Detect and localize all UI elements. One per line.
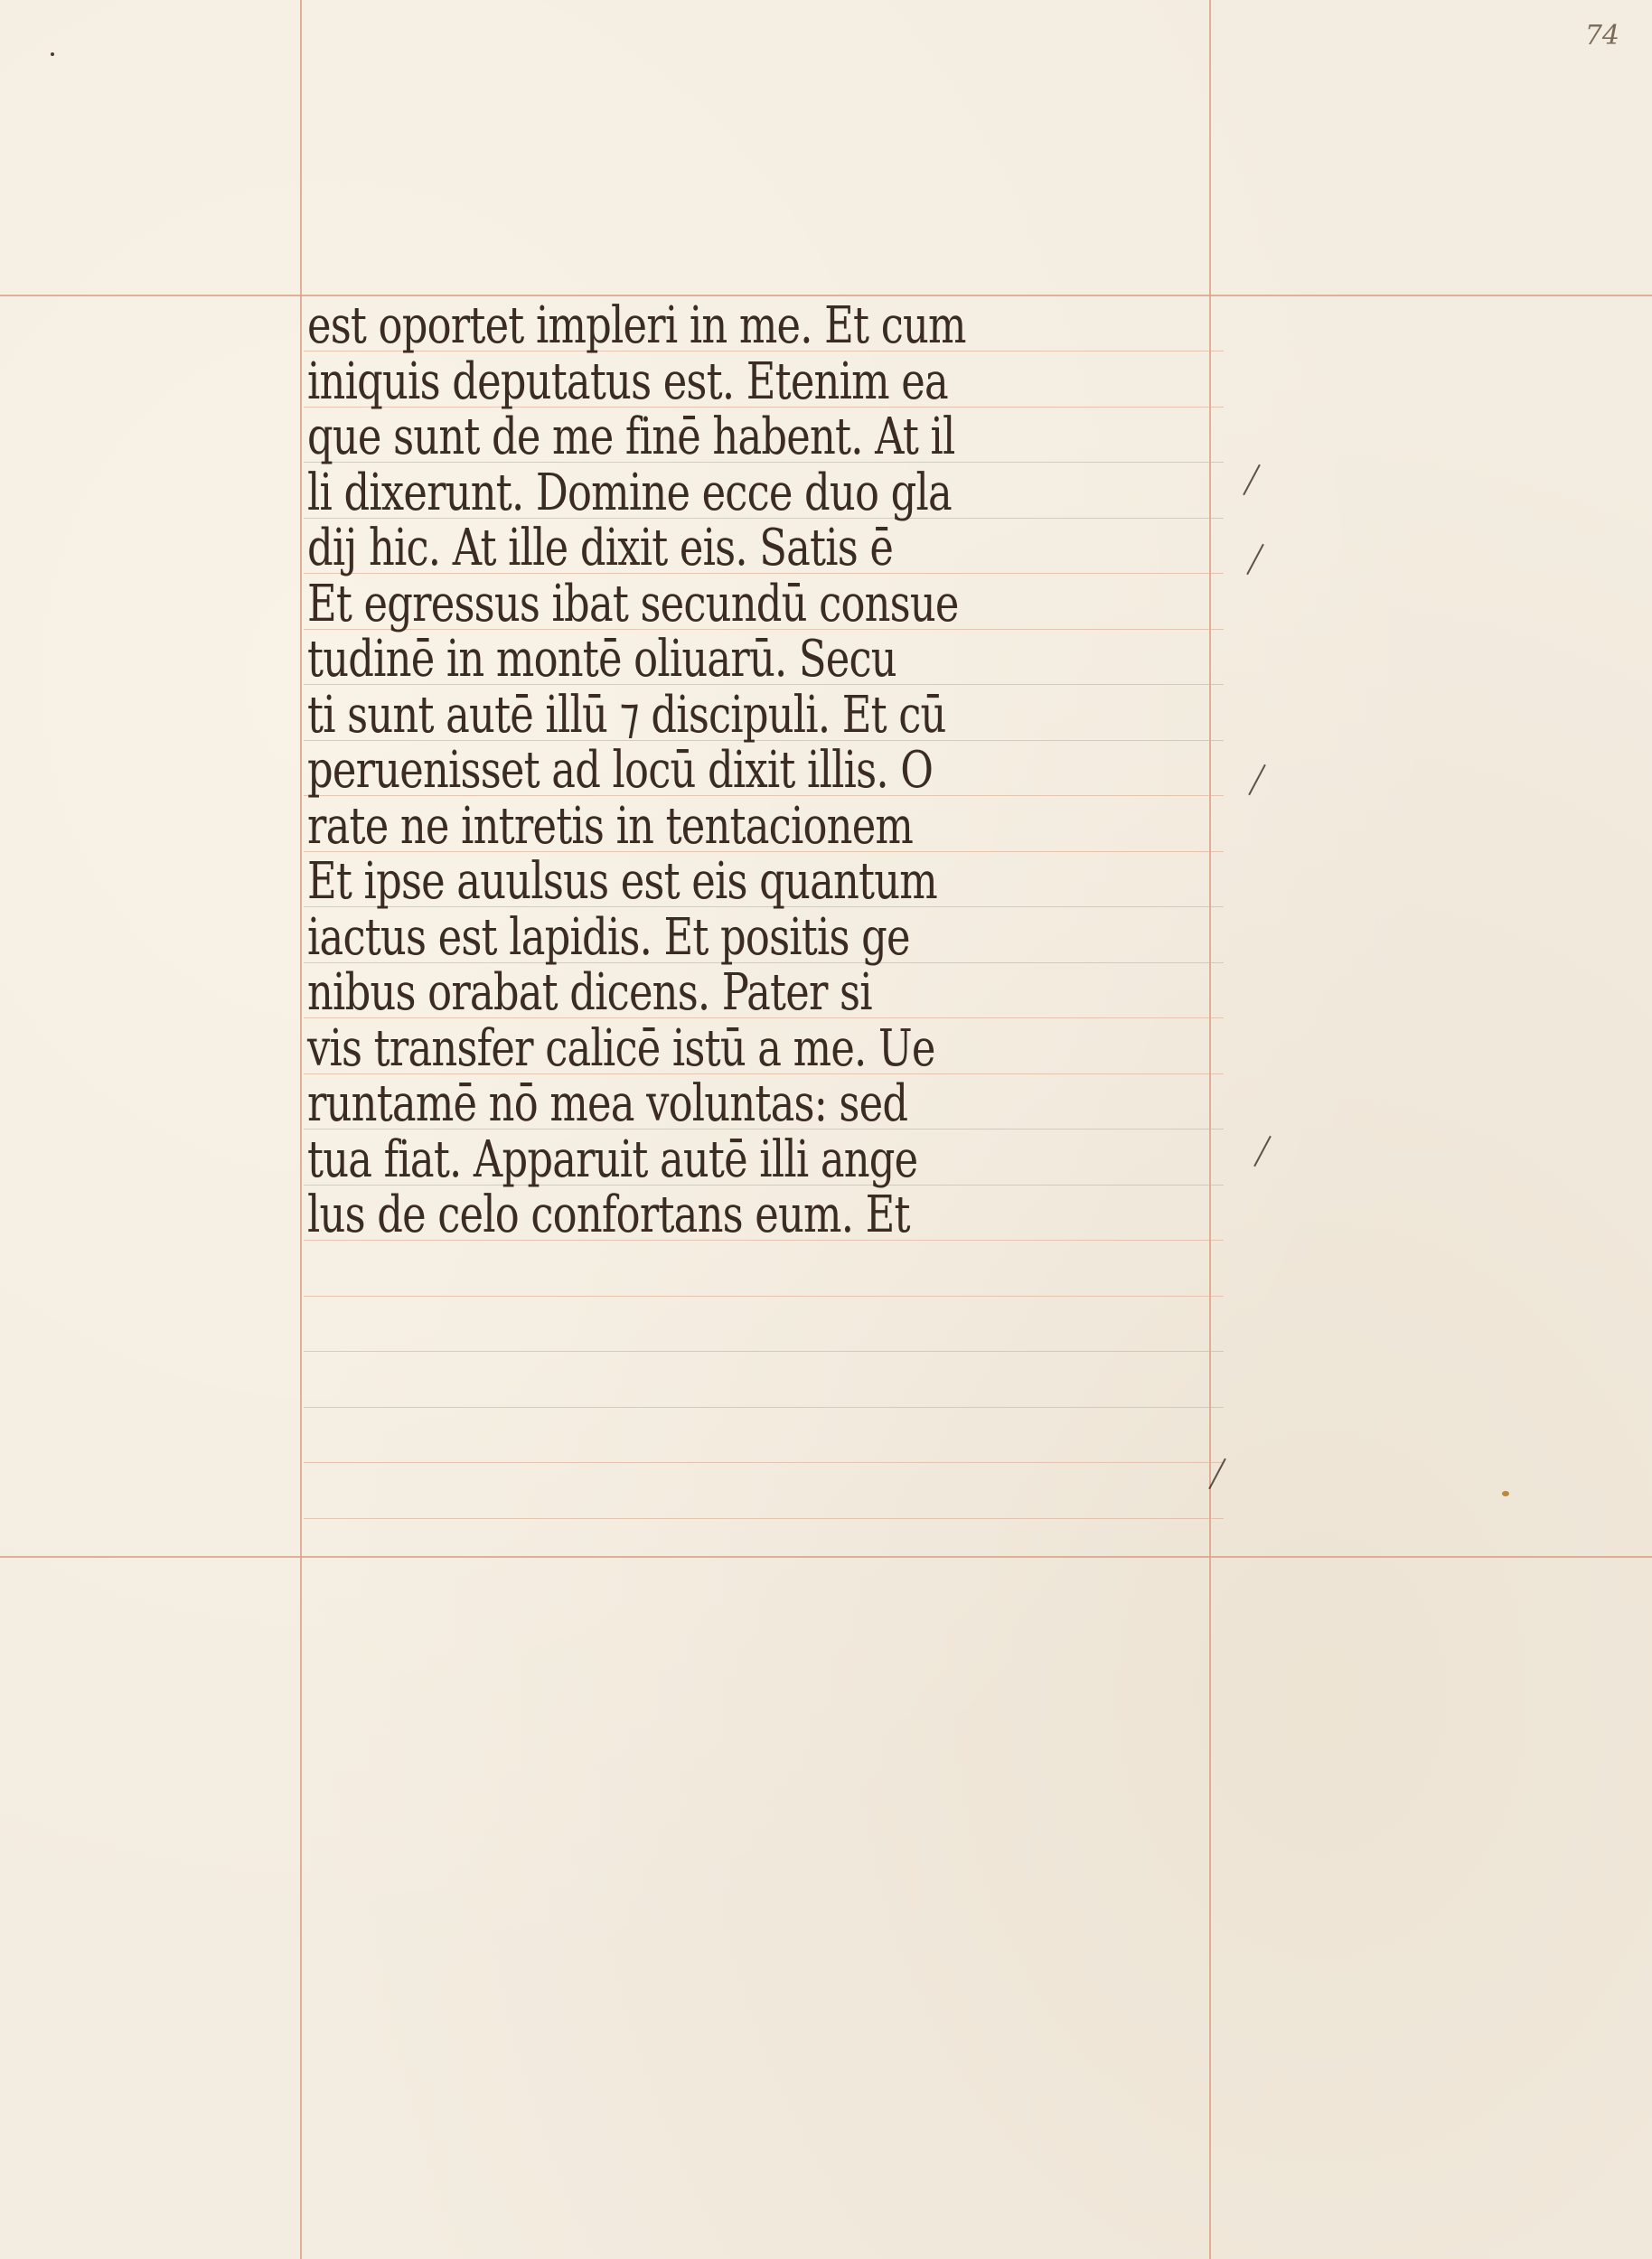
folio-number: 74 [1584,20,1619,52]
text-line: Et egressus ibat secundū consue [307,574,959,633]
text-line: ti sunt autē illū ⁊ discipuli. Et cū [307,685,946,745]
text-line: nibus orabat dicens. Pater si [307,963,872,1022]
text-line: tudinē in montē oliuarū. Secu [307,630,896,689]
text-line: tua fiat. Apparuit autē illi ange [307,1130,918,1189]
text-line: vis transfer calicē istū a me. Ue [307,1018,935,1078]
ink-dot [51,52,54,56]
margin-rule-left [300,0,302,2259]
ruling-line [304,1518,1224,1519]
margin-tick-mark [1253,1136,1272,1167]
text-line: est oportet impleri in me. Et cum [307,296,966,355]
text-line: dij hic. At ille dixit eis. Satis ē [307,519,894,577]
gold-speck [1502,1491,1509,1496]
ruling-line [304,1407,1224,1408]
text-line: rate ne intretis in tentacionem [307,796,914,856]
text-line: li dixerunt. Domine ecce duo gla [307,463,952,522]
text-line: lus de celo confortans eum. Et [307,1186,910,1244]
text-line: Et ipse auulsus est eis quantum [307,852,937,911]
text-line: iniquis deputatus est. Etenim ea [307,352,948,411]
text-line: runtamē nō mea voluntas: sed [307,1074,908,1133]
text-line: que sunt de me finē habent. At il [307,408,955,466]
text-block [307,298,1256,1243]
text-line: iactus est lapidis. Et positis ge [307,907,910,967]
ruling-line [304,1351,1224,1352]
margin-rule-bottom [0,1556,1652,1558]
text-line: peruenisset ad locū dixit illis. O [307,741,934,800]
ruling-line [304,1462,1224,1463]
ruling-line [304,1296,1224,1297]
